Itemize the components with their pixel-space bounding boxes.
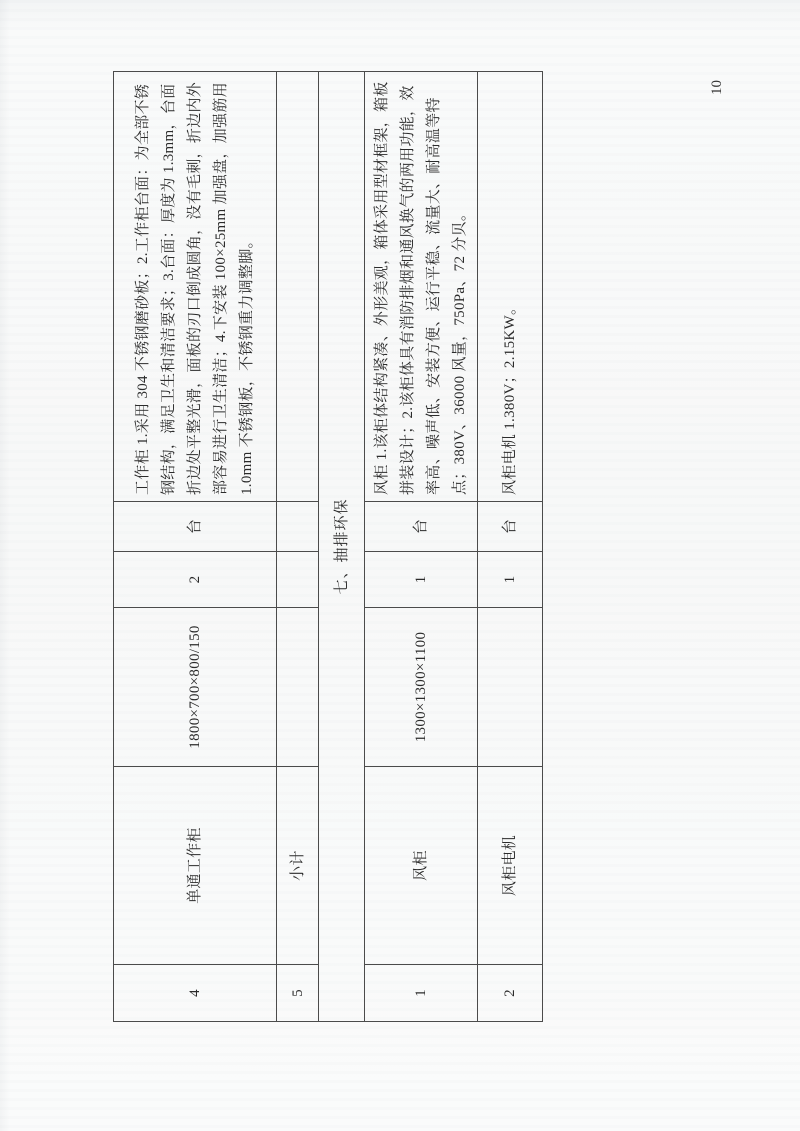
spec-cell [277, 608, 319, 767]
qty-cell: 1 [478, 552, 543, 608]
qty-cell: 1 [365, 552, 478, 608]
table-row-item-2 [478, 72, 543, 1022]
unit-cell [277, 502, 319, 552]
spec-cell: 1800×700×800/150 [114, 608, 277, 767]
qty-cell [277, 552, 319, 608]
equipment-spec-table [113, 71, 543, 1022]
spec-cell [478, 608, 543, 767]
desc-cell [277, 72, 319, 502]
name-cell: 单通工作柜 [114, 767, 277, 965]
desc-cell: 风柜电机 1.380V；2.15KW。 [478, 72, 543, 502]
unit-cell: 台 [114, 502, 277, 552]
unit-cell: 台 [365, 502, 478, 552]
page-number: 10 [709, 80, 725, 95]
seq-cell: 5 [277, 965, 319, 1022]
qty-cell: 2 [114, 552, 277, 608]
name-cell: 小计 [277, 767, 319, 965]
seq-cell: 4 [114, 965, 277, 1022]
unit-cell: 台 [478, 502, 543, 552]
name-cell: 风柜 [365, 767, 478, 965]
section-title-cell: 七、抽排环保 [319, 72, 365, 1022]
seq-cell: 1 [365, 965, 478, 1022]
seq-cell: 2 [478, 965, 543, 1022]
table-row-section-header [319, 72, 365, 1022]
spec-cell: 1300×1300×1100 [365, 608, 478, 767]
table-row-item-1 [365, 72, 478, 1022]
name-cell: 风柜电机 [478, 767, 543, 965]
table-row-subtotal [277, 72, 319, 1022]
table-row-item-4 [114, 72, 277, 1022]
desc-cell: 工作柜 1.采用 304 不锈钢磨砂板；2.工作柜台面：为全部不锈钢结构，满足卫生和清洁要求；3.台面：厚度为 1.3mm，台面折边处平整光滑，面板的刃口倒成圆角，没有毛刺，折边内外部容易进行卫生清洁；4.下安装 100×25mm 加强盘，加强筋用 1.0mm 不锈钢板，不锈钢重力调整脚。 [114, 72, 277, 502]
desc-cell: 风柜 1.该柜体结构紧凑、外形美观，箱体采用型材框架，箱板拼装设计；2.该柜体具有消防排烟和通风换气的两用功能，效率高、噪声低、安装方便、运行平稳、流量大、耐高温等特点；380V、36000 风量，750Pa、72 分贝。 [365, 72, 478, 502]
